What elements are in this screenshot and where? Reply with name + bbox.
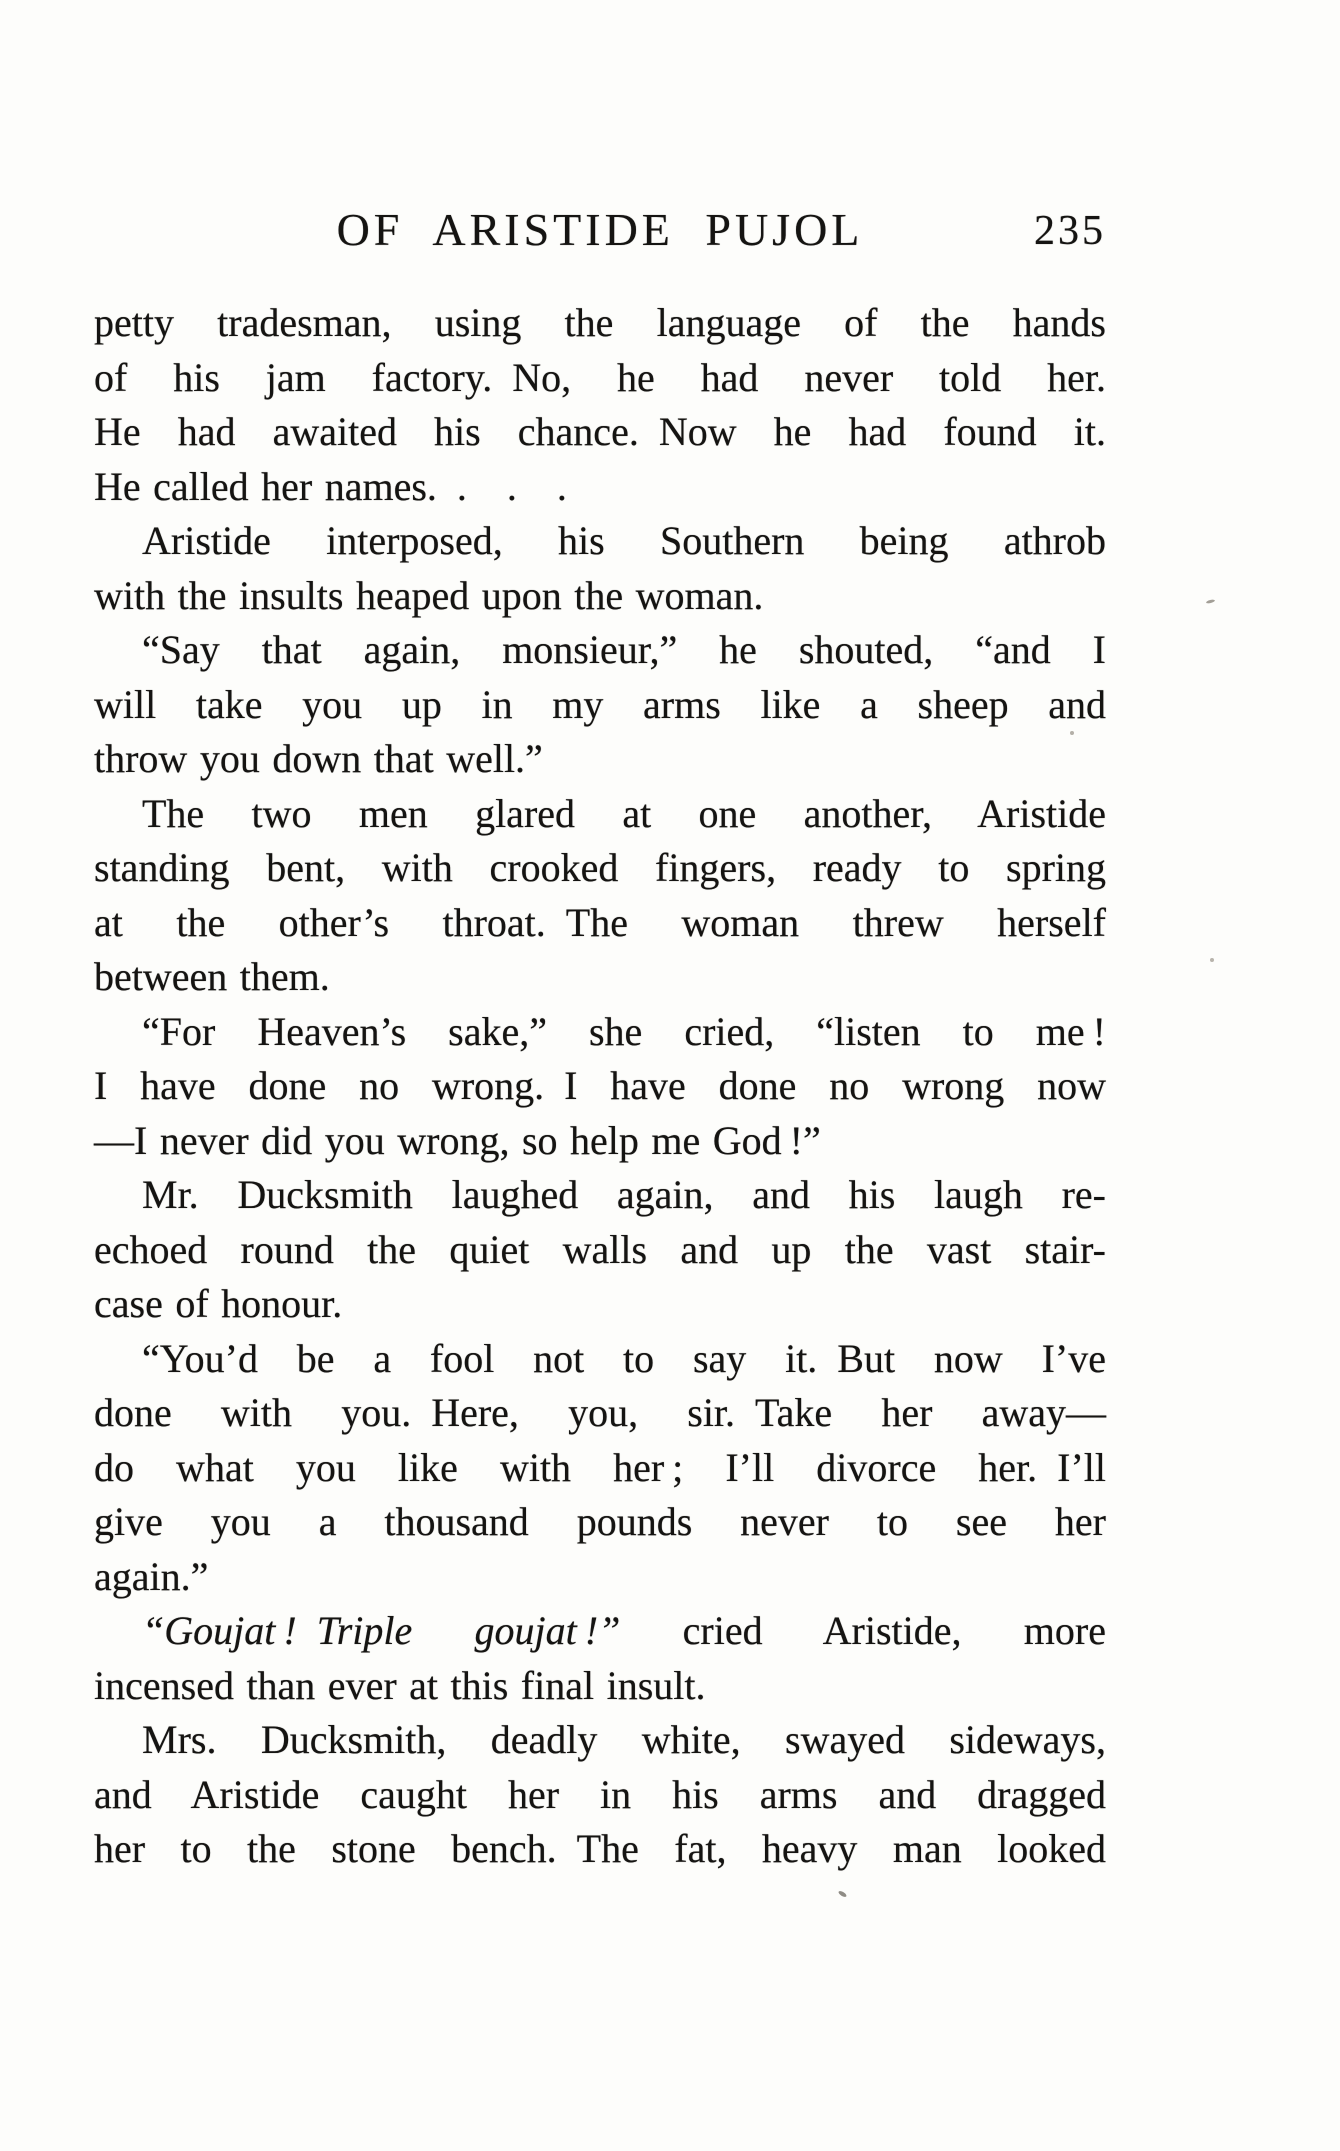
text-segment: The two men glared at one another, Aristide	[142, 790, 1106, 836]
text-line	[94, 1822, 1106, 1877]
text-segment: incensed than ever at this final insult.	[94, 1662, 706, 1708]
text-line	[94, 514, 1106, 569]
text-segment: Mrs. Ducksmith, deadly white, swayed sideways,	[142, 1717, 1106, 1762]
text-segment: between them.	[94, 954, 330, 999]
text-line	[94, 569, 1106, 624]
text-segment: with the insults heaped upon the woman.	[94, 572, 764, 618]
text-line	[94, 1005, 1106, 1060]
text-line	[94, 460, 1106, 515]
text-line	[94, 1277, 1106, 1332]
scan-speck	[1206, 599, 1215, 604]
text-segment: at the other’s throat. The woman threw herself	[94, 899, 1106, 945]
scan-speck	[1070, 731, 1074, 735]
text-segment: He had awaited his chance. Now he had found it.	[94, 409, 1106, 454]
text-line	[94, 1441, 1106, 1496]
text-line	[94, 841, 1106, 896]
text-line	[94, 623, 1106, 678]
text-segment: petty tradesman, using the language of the hands	[94, 300, 1106, 345]
text-segment: echoed round the quiet walls and up the vast stair-	[94, 1226, 1106, 1272]
text-segment: “For Heaven’s sake,” she cried, “listen to me !	[142, 1008, 1106, 1054]
text-line	[94, 1659, 1106, 1714]
text-line	[94, 1713, 1106, 1768]
scan-speck	[1210, 958, 1214, 962]
text-line	[94, 351, 1106, 406]
text-segment: throw you down that well.”	[94, 736, 543, 781]
text-segment: He called her names. . . .	[94, 463, 567, 509]
page-header	[94, 201, 1106, 259]
text-segment: “Say that again, monsieur,” he shouted, “and I	[142, 627, 1106, 672]
text-line	[94, 678, 1106, 733]
text-line	[94, 405, 1106, 460]
text-line	[94, 1168, 1106, 1223]
text-line	[94, 296, 1106, 351]
text-segment: and Aristide caught her in his arms and dragged	[94, 1771, 1106, 1817]
text-line	[94, 1768, 1106, 1823]
text-line	[94, 1223, 1106, 1278]
italic-text: “Goujat ! Triple goujat !”	[142, 1608, 621, 1653]
text-segment: Mr. Ducksmith laughed again, and his laugh re-	[142, 1172, 1106, 1217]
text-segment: standing bent, with crooked fingers, ready to spring	[94, 845, 1106, 890]
text-line	[94, 1550, 1106, 1605]
page-number: 235	[1034, 208, 1106, 254]
text-segment: —I never did you wrong, so help me God !”	[94, 1117, 821, 1163]
text-segment: do what you like with her ; I’ll divorce her. I’ll	[94, 1444, 1106, 1490]
text-segment: “You’d be a fool not to say it. But now I’ve	[142, 1335, 1106, 1381]
text-segment: of his jam factory. No, he had never told her.	[94, 354, 1106, 400]
text-segment: case of honour.	[94, 1281, 343, 1326]
body-text	[94, 296, 1106, 1877]
text-line	[94, 1332, 1106, 1387]
text-line	[94, 1495, 1106, 1550]
text-line	[94, 732, 1106, 787]
text-line	[94, 1059, 1106, 1114]
text-segment: again.”	[94, 1553, 209, 1599]
text-line	[94, 950, 1106, 1005]
text-segment: done with you. Here, you, sir. Take her away—	[94, 1390, 1106, 1435]
text-segment: cried Aristide, more	[620, 1608, 1106, 1653]
text-line	[94, 1386, 1106, 1441]
text-line	[94, 1604, 1106, 1659]
text-segment: Aristide interposed, his Southern being athrob	[142, 518, 1106, 563]
scan-speck	[838, 1890, 848, 1898]
running-head-title: OF ARISTIDE PUJOL	[336, 204, 864, 255]
text-line	[94, 896, 1106, 951]
text-line	[94, 1114, 1106, 1169]
text-segment: give you a thousand pounds never to see her	[94, 1499, 1106, 1544]
text-segment: her to the stone bench. The fat, heavy man looked	[94, 1826, 1106, 1871]
text-segment: I have done no wrong. I have done no wrong now	[94, 1063, 1106, 1108]
text-segment: will take you up in my arms like a sheep and	[94, 681, 1106, 727]
text-line	[94, 787, 1106, 842]
